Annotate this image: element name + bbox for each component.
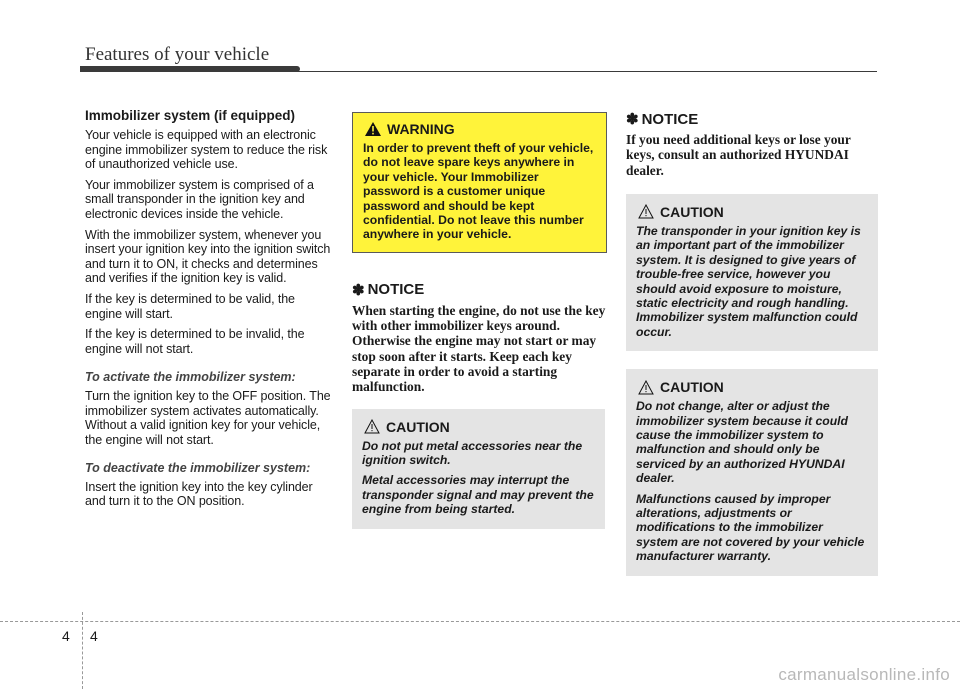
paragraph: With the immobilizer system, whenever you insert your ignition key into the ignition switch and turn it to ON, it checks and determines and verifies if the ignition key is valid. [85, 227, 331, 286]
paragraph: If the key is determined to be valid, the engine will start. [85, 291, 295, 321]
column-left [85, 108, 335, 515]
activate-heading: To activate the immobilizer system: [85, 370, 296, 385]
page-number: 4 [90, 628, 98, 644]
warning-triangle-icon [365, 122, 381, 136]
caution-text: The transponder in your ignition key is an important part of the immobilizer system. It is designed to give years of trouble-free service, however you should avoid exposure to moisture, static electricity and rough handling. Immobilizer system malfunction could occur. [636, 223, 861, 339]
notice-text: If you need additional keys or lose your keys, consult an authorized HYUNDAI dealer. [626, 132, 851, 178]
deactivate-text: Insert the ignition key into the key cylinder and turn it to the ON position. [85, 479, 313, 509]
warning-text: In order to prevent theft of your vehicle, do not leave spare keys anywhere in your vehicle. Your Immobilizer password is a customer unique password and should be kept confidential. Do not leave this number anywhere in your vehicle. [363, 141, 594, 242]
section-heading: Immobilizer system (if equipped) [85, 108, 296, 123]
paragraph: Your vehicle is equipped with an electronic engine immobilizer system to reduce the risk of unauthorized vehicle use. [85, 128, 328, 172]
notice-heading [352, 281, 607, 299]
watermark: carmanualsonline.info [778, 665, 950, 684]
header-rule [80, 71, 877, 72]
caution-title: CAUTION [660, 379, 724, 396]
caution-header [638, 204, 868, 220]
asterisk-icon: ✽ [352, 281, 365, 299]
warning-box [352, 112, 607, 253]
notice-title: NOTICE [367, 281, 425, 299]
caution-box [626, 369, 878, 575]
deactivate-heading: To deactivate the immobilizer system: [85, 461, 311, 476]
paragraph: Your immobilizer system is comprised of a small transponder in the ignition key and electronic devices inside the vehicle. [85, 177, 314, 221]
column-right [626, 110, 878, 576]
caution-header [638, 379, 868, 395]
page-header-title: Features of your vehicle [85, 44, 270, 65]
caution-title: CAUTION [660, 203, 724, 220]
caution-triangle-icon [638, 204, 654, 219]
notice-title: NOTICE [641, 110, 699, 128]
footer-rule [0, 621, 960, 622]
caution-text: Metal accessories may interrupt the transponder signal and may prevent the engine from being started. [362, 473, 594, 517]
caution-title: CAUTION [386, 418, 450, 435]
caution-box [352, 409, 605, 529]
caution-header [364, 419, 595, 435]
column-middle [352, 112, 607, 529]
caution-text: Malfunctions caused by improper alterations, adjustments or modifications to the immobilizer system are not covered by your vehicle manufacturer warranty. [636, 491, 865, 564]
chapter-number: 4 [62, 628, 70, 644]
paragraph: If the key is determined to be invalid, the engine will not start. [85, 327, 305, 356]
caution-triangle-icon [638, 380, 654, 395]
warning-title: WARNING [387, 121, 455, 137]
notice-heading [626, 110, 878, 128]
caution-text: Do not put metal accessories near the ignition switch. [362, 438, 583, 468]
warning-header [365, 121, 596, 137]
activate-text: Turn the ignition key to the OFF position. The immobilizer system activates automatically. Without a valid ignition key for your vehicle, the engine will not start. [85, 388, 331, 447]
caution-box [626, 194, 878, 351]
footer-divider [82, 612, 83, 689]
notice-text: When starting the engine, do not use the key with other immobilizer keys around. Otherwise the engine may not start or may stop soon after it starts. Keep each key separate in order to avoid a starting malfunction. [352, 302, 606, 395]
caution-triangle-icon [364, 419, 380, 434]
caution-text: Do not change, alter or adjust the immobilizer system because it could cause the immobilizer system to malfunction and should only be serviced by an authorized HYUNDAI dealer. [636, 399, 848, 486]
asterisk-icon: ✽ [626, 111, 639, 128]
